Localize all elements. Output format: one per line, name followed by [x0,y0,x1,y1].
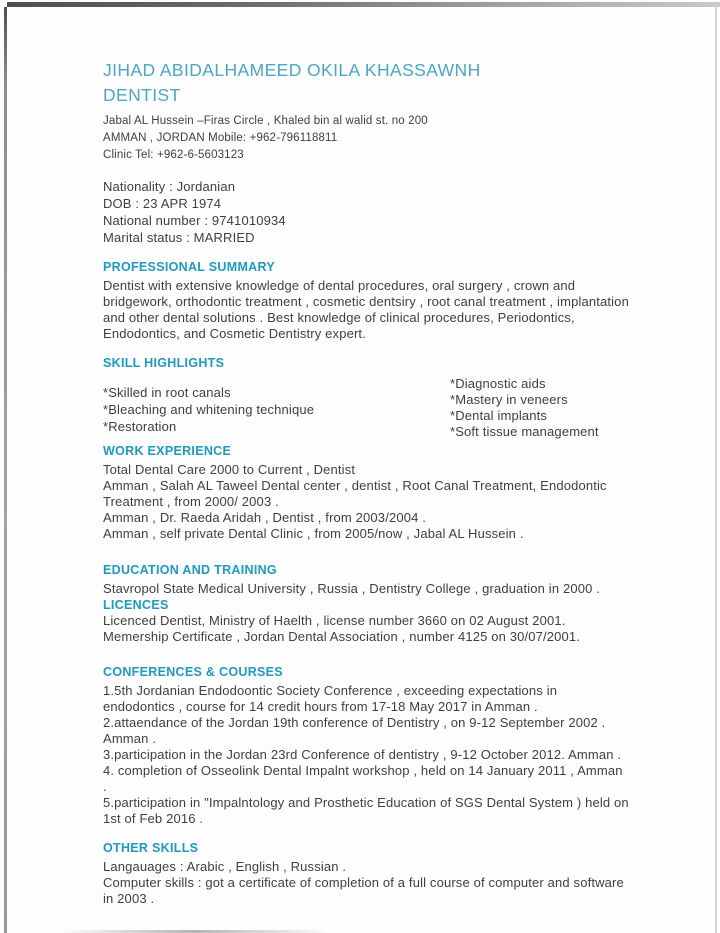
skills-columns [103,376,630,440]
education-entry: Stavropol State Medical University , Russia , Dentistry College , graduation in 2000 . [103,581,601,596]
contact-block [103,113,630,164]
section-heading-other-skills: OTHER SKILLS [103,841,199,855]
skill-item: *Restoration [103,419,177,434]
conference-item: 5.participation in "Impalntology and Prosthetic Education of SGS Dental System ) held on 1st of Feb 2016 . [103,795,629,826]
candidate-job-title: DENTIST [103,85,181,105]
work-experience-entry: Amman , self private Dental Clinic , from 2005/now , Jabal AL Hussein . [103,526,524,541]
skill-item: *Skilled in root canals [103,385,231,400]
section-heading-conferences: CONFERENCES & COURSES [103,665,283,679]
scan-right-edge [715,6,717,933]
personal-info-line: DOB : 23 APR 1974 [103,196,222,211]
work-experience-entry: Amman , Salah AL Taweel Dental center , dentist , Root Canal Treatment, Endodontic Treatment , from 2000/ 2003 . [103,478,607,509]
conference-item: 4. completion of Osseolink Dental Impalnt workshop , held on 14 January 2011 , Amman . [103,763,623,794]
skills-right-column [450,376,630,440]
licence-entry: Memership Certificate , Jordan Dental Association , number 4125 on 30/07/2001. [103,629,581,644]
work-experience-entry: Amman , Dr. Raeda Aridah , Dentist , from 2003/2004 . [103,510,426,525]
skill-item: *Dental implants [450,408,548,423]
address-line: Jabal AL Hussein –Firas Circle , Khaled bin al walid st. no 200 [103,115,428,127]
section-heading-licences: LICENCES [103,598,169,612]
section-heading-education: EDUCATION AND TRAINING [103,563,277,577]
skill-item: *Soft tissue management [450,424,599,439]
conference-item: 1.5th Jordanian Endodoontic Society Conference , exceeding expectations in endodontics , course for 14 credit hours from 17-18 May 2017 in Amman . [103,683,558,714]
licence-entry: Licenced Dentist, Ministry of Haelth , license number 3660 on 02 August 2001. [103,613,566,628]
section-heading-work-experience: WORK EXPERIENCE [103,444,232,458]
conference-item: 3.participation in the Jordan 23rd Conference of dentistry , 9-12 October 2012. Amman . [103,747,622,762]
section-heading-skill-highlights: SKILL HIGHLIGHTS [103,356,225,370]
conference-item: 2.attaendance of the Jordan 19th conference of Dentistry , on 9-12 September 2002 . Amman . [103,715,606,746]
personal-info-line: National number : 9741010934 [103,213,286,228]
resume-content [103,58,630,907]
personal-info-block [103,178,630,246]
skill-item: *Diagnostic aids [450,376,546,391]
skill-item: *Bleaching and whitening technique [103,402,315,417]
work-experience-block [103,462,630,542]
clinic-phone-line: Clinic Tel: +962-6-5603123 [103,149,244,161]
address-line: AMMAN , JORDAN Mobile: +962-796118811 [103,132,338,144]
licences-block [103,613,630,645]
conferences-block [103,683,630,827]
skill-item: *Mastery in veneers [450,392,568,407]
candidate-name: JIHAD ABIDALHAMEED OKILA KHASSAWNH [103,60,481,80]
computer-skills-line: Computer skills : got a certificate of completion of a full course of computer and software in 2003 . [103,875,624,906]
languages-line: Langauages : Arabic , English , Russian . [103,859,347,874]
personal-info-line: Nationality : Jordanian [103,179,236,194]
other-skills-block [103,859,630,907]
professional-summary-text: Dentist with extensive knowledge of dental procedures, oral surgery , crown and bridgework, orthodontic treatment , cosmetic dentsiry , root canal treatment , implantation and other dental solutions . Best knowledge of clinical procedures, Periodontics, Endodontics, and Cosmetic Dentistry expert. [103,278,629,341]
work-experience-entry: Total Dental Care 2000 to Current , Dentist [103,462,356,477]
skills-left-column [103,376,450,440]
scan-top-edge [7,2,720,7]
section-heading-professional-summary: PROFESSIONAL SUMMARY [103,260,275,274]
personal-info-line: Marital status : MARRIED [103,230,255,245]
scan-left-edge [4,7,7,933]
